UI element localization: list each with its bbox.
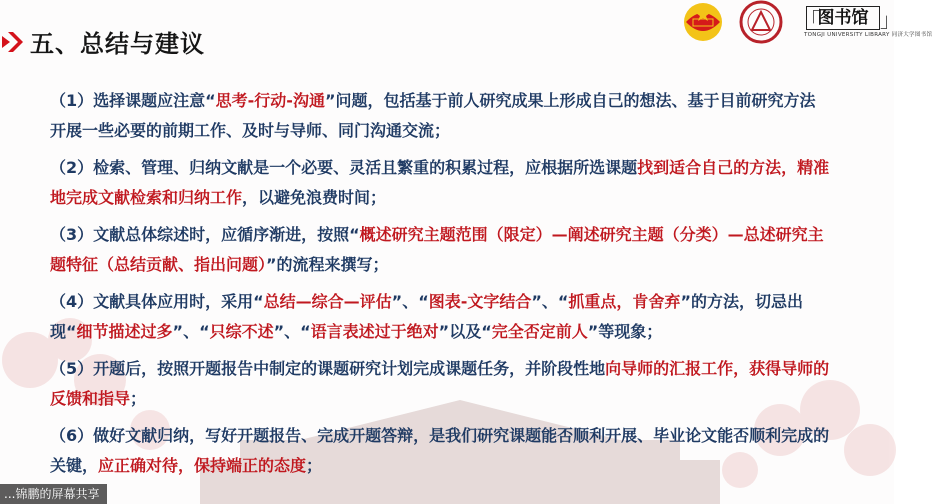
body-text: （6）做好文献归纳，写好开题报告、完成开题答辩，是我们研究课题能否顺利开展、毕业论文能否顺利完成的关键，: [50, 426, 830, 475]
slide-header: [0, 0, 932, 64]
slide-content: [50, 86, 830, 488]
body-text: （4）文献具体应用时，采用“: [50, 292, 264, 311]
bracket-right: 」: [880, 8, 900, 32]
highlighted-text: 语言表述过于绝对: [310, 322, 439, 341]
body-text: ”、“: [172, 322, 210, 341]
chevron-right-icon: [6, 30, 28, 54]
screen-share-indicator: ...锦鹏的屏幕共享: [0, 484, 107, 504]
highlighted-text: 图表-文字结合: [428, 292, 532, 311]
highlighted-text: 抓重点，肯舍弃: [568, 292, 681, 311]
summary-point-4: [50, 287, 830, 347]
highlighted-text: 找到适合自己的方法，精准地完成文献检索和归纳工作: [50, 158, 830, 207]
body-text: ”、“: [391, 292, 429, 311]
summary-point-6: [50, 421, 830, 481]
university-seal-logo: [738, 0, 784, 46]
library-logo-mark: 图书馆: [806, 6, 880, 30]
highlighted-text: 应正确对待，保持端正的态度: [98, 456, 307, 475]
summary-point-5: [50, 354, 830, 414]
body-text: ”以及“: [438, 322, 492, 341]
body-text: ”等现象；: [587, 322, 663, 341]
highlighted-text: 向导师的汇报工作，获得导师的反馈和指导: [50, 359, 830, 408]
body-text: （1）选择课题应注意“: [50, 91, 216, 110]
body-text: ”的流程来撰写；: [266, 255, 389, 274]
highlighted-text: 总结—综合—评估: [263, 292, 392, 311]
youth-league-logo: [680, 0, 726, 46]
body-text: ”、“: [531, 292, 569, 311]
body-text: ”问题，包括基于前人研究成果上形成自己的想法、基于目前研究方法开展一些必要的前期工作、及时与导师、同门沟通交流；: [50, 91, 816, 140]
body-text: ，以避免浪费时间；: [242, 188, 387, 207]
highlighted-text: 细节描述过多: [76, 322, 173, 341]
body-text: （5）开题后，: [50, 359, 158, 378]
body-text: ；: [306, 456, 323, 475]
highlighted-text: 思考-行动-沟通: [215, 91, 325, 110]
body-text: （2）检索、管理、归纳文献是一个必要、灵活且繁重的积累过程，应根据所选课题: [50, 158, 638, 177]
body-text: ，并阶段性地: [509, 359, 606, 378]
summary-point-3: [50, 220, 830, 280]
highlighted-text: 完全否定前人: [491, 322, 588, 341]
summary-point-2: [50, 153, 830, 213]
body-text: ”的方法，切忌出现“: [50, 292, 803, 341]
body-text: 按照开题报告中制定的课题研究计划完成课题任务: [157, 359, 510, 378]
bracket-left: 「: [800, 8, 820, 32]
library-logo-subtitle: TONGJI UNIVERSITY LIBRARY 同济大学图书馆: [804, 32, 932, 38]
body-text: ；: [130, 389, 147, 408]
body-text: ”、“: [273, 322, 311, 341]
highlighted-text: 概述研究主题范围（限定）—阐述研究主题（分类）—总述研究主题特征（总结贡献、指出问题）: [50, 225, 824, 274]
body-text: （3）文献总体综述时，应循序渐进，按照“: [50, 225, 360, 244]
summary-point-1: [50, 86, 830, 146]
slide-title: 五、总结与建议: [30, 30, 205, 58]
highlighted-text: 只综不述: [209, 322, 274, 341]
library-logo: [800, 2, 932, 42]
